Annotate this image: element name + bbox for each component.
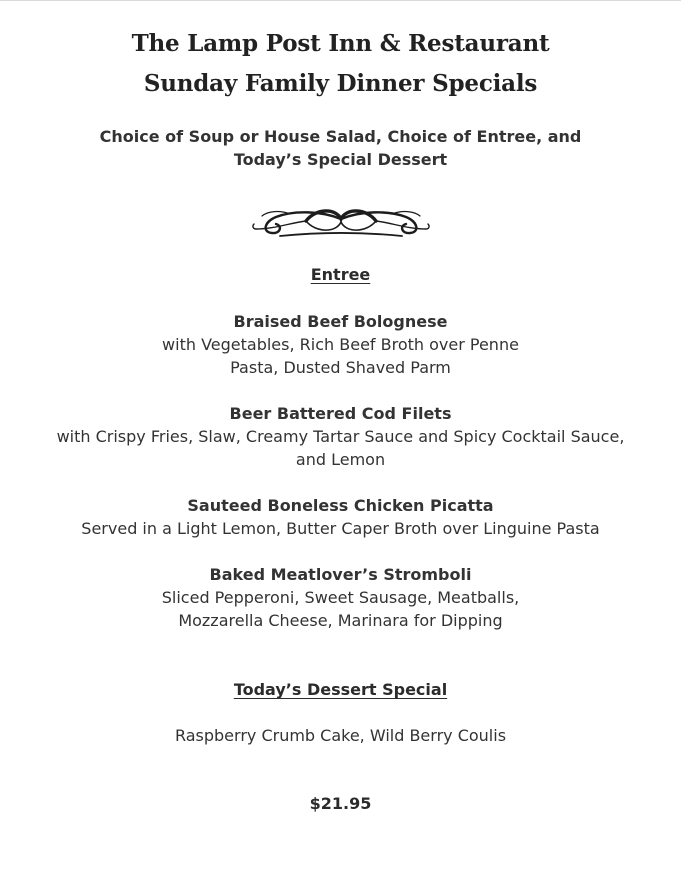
intro-line-2: Today’s Special Dessert <box>233 150 448 169</box>
dessert-heading: Today’s Dessert Special <box>233 680 448 699</box>
entree-item-description: Mozzarella Cheese, Marinara for Dipping <box>178 611 503 630</box>
intro-line-1: Choice of Soup or House Salad, Choice of Entree, and <box>99 127 582 146</box>
entree-heading: Entree <box>310 265 371 284</box>
restaurant-name: The Lamp Post Inn & Restaurant <box>131 30 550 57</box>
ornamental-scroll-flourish-icon <box>250 202 432 240</box>
entree-item-description: and Lemon <box>295 450 386 469</box>
entree-item-description: with Crispy Fries, Slaw, Creamy Tartar Sauce and Spicy Cocktail Sauce, <box>56 427 625 446</box>
entree-item-name: Beer Battered Cod Filets <box>229 404 452 423</box>
entree-item-name: Baked Meatlover’s Stromboli <box>209 565 472 584</box>
entree-item-description: Served in a Light Lemon, Butter Caper Broth over Linguine Pasta <box>81 519 600 538</box>
entree-item-name: Braised Beef Bolognese <box>233 312 448 331</box>
entree-item-name: Sauteed Boneless Chicken Picatta <box>187 496 494 515</box>
entree-item-description: Pasta, Dusted Shaved Parm <box>230 358 451 377</box>
dessert-item: Raspberry Crumb Cake, Wild Berry Coulis <box>174 726 507 745</box>
top-rule <box>0 0 681 1</box>
entree-item-description: Sliced Pepperoni, Sweet Sausage, Meatballs, <box>161 588 520 607</box>
price: $21.95 <box>309 794 372 813</box>
menu-title: Sunday Family Dinner Specials <box>143 70 538 97</box>
entree-item-description: with Vegetables, Rich Beef Broth over Penne <box>162 335 519 354</box>
